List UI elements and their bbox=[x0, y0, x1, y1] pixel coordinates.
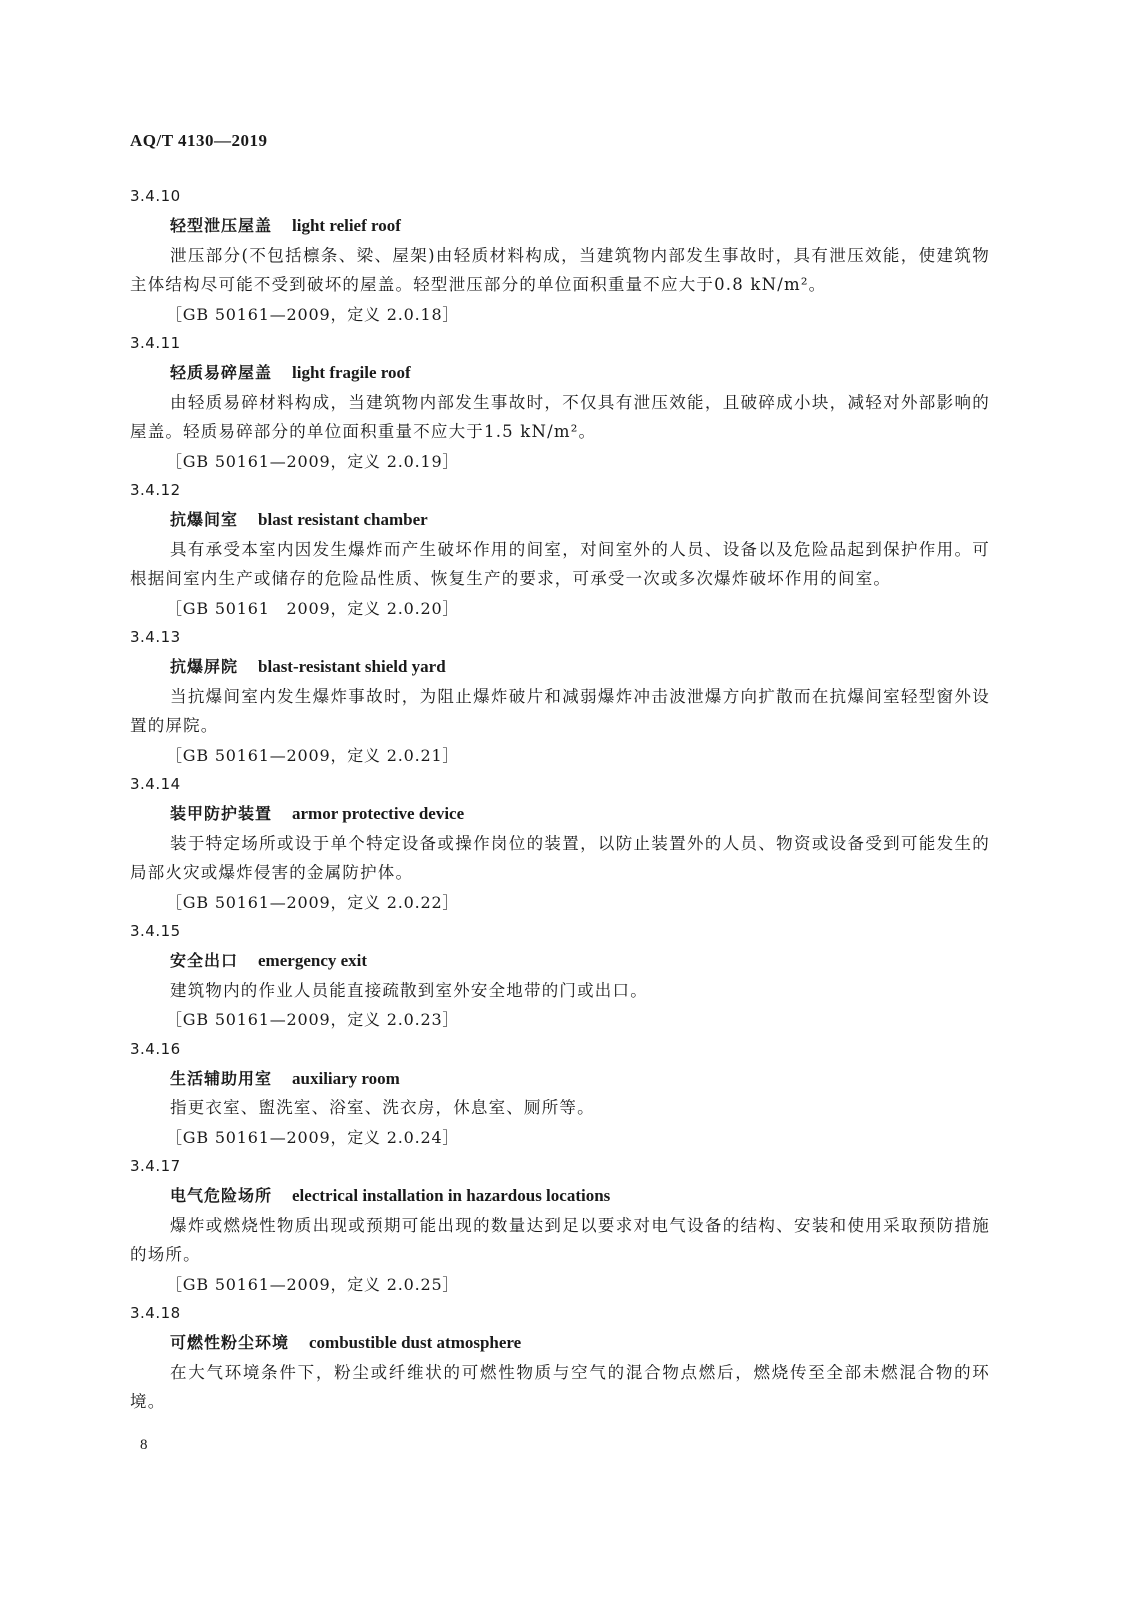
term-chinese: 安全出口 bbox=[170, 951, 239, 971]
term-english: combustible dust atmosphere bbox=[309, 1333, 522, 1353]
clause-number: 3.4.14 bbox=[130, 774, 181, 793]
term-definition: 指更衣室、盥洗室、浴室、洗衣房，休息室、厕所等。 bbox=[170, 1098, 595, 1118]
term-entry-3-4-17 bbox=[0, 1152, 1131, 1299]
term-heading bbox=[0, 946, 1131, 975]
clause-number: 3.4.13 bbox=[130, 627, 181, 646]
term-chinese: 轻质易碎屋盖 bbox=[170, 363, 273, 383]
term-heading bbox=[0, 1064, 1131, 1093]
term-heading bbox=[0, 505, 1131, 534]
term-definition: 泄压部分(不包括檩条、梁、屋架)由轻质材料构成，当建筑物内部发生事故时，具有泄压效能，使建筑物主体结构尽可能不受到破坏的屋盖。轻型泄压部分的单位面积重量不应大于0.8 kN/m²。 bbox=[130, 245, 990, 295]
term-source: ［GB 50161—2009，定义 2.0.25］ bbox=[166, 1274, 460, 1294]
term-entry-3-4-16 bbox=[0, 1035, 1131, 1153]
term-source: ［GB 50161 2009，定义 2.0.20］ bbox=[166, 598, 460, 618]
document-code: AQ/T 4130—2019 bbox=[130, 131, 268, 150]
term-source: ［GB 50161—2009，定义 2.0.19］ bbox=[166, 451, 460, 471]
term-heading bbox=[0, 211, 1131, 240]
term-entry-3-4-11 bbox=[0, 329, 1131, 476]
term-english: armor protective device bbox=[292, 804, 465, 824]
term-heading bbox=[0, 358, 1131, 387]
term-heading bbox=[0, 652, 1131, 681]
term-chinese: 电气危险场所 bbox=[170, 1186, 273, 1206]
clause-number: 3.4.15 bbox=[130, 921, 181, 940]
term-source: ［GB 50161—2009，定义 2.0.21］ bbox=[166, 745, 460, 765]
term-definition: 由轻质易碎材料构成，当建筑物内部发生事故时，不仅具有泄压效能，且破碎成小块，减轻对外部影响的屋盖。轻质易碎部分的单位面积重量不应大于1.5 kN/m²。 bbox=[130, 392, 990, 442]
term-chinese: 抗爆屏院 bbox=[170, 657, 239, 677]
term-chinese: 抗爆间室 bbox=[170, 510, 239, 530]
term-definition: 建筑物内的作业人员能直接疏散到室外安全地带的门或出口。 bbox=[170, 980, 648, 1000]
clause-number: 3.4.16 bbox=[130, 1039, 181, 1058]
term-entry-3-4-10 bbox=[0, 182, 1131, 329]
term-entry-3-4-18 bbox=[0, 1299, 1131, 1417]
term-english: blast-resistant shield yard bbox=[258, 657, 446, 677]
term-english: light relief roof bbox=[292, 216, 401, 236]
term-definition: 在大气环境条件下，粉尘或纤维状的可燃性物质与空气的混合物点燃后，燃烧传至全部未燃混合物的环境。 bbox=[130, 1362, 990, 1412]
term-definition: 具有承受本室内因发生爆炸而产生破坏作用的间室，对间室外的人员、设备以及危险品起到保护作用。可根据间室内生产或储存的危险品性质、恢复生产的要求，可承受一次或多次爆炸破坏作用的间室。 bbox=[130, 539, 990, 589]
term-entry-3-4-15 bbox=[0, 917, 1131, 1035]
term-definition: 爆炸或燃烧性物质出现或预期可能出现的数量达到足以要求对电气设备的结构、安装和使用采取预防措施的场所。 bbox=[130, 1215, 990, 1265]
term-source: ［GB 50161—2009，定义 2.0.18］ bbox=[166, 304, 460, 324]
term-english: electrical installation in hazardous locations bbox=[292, 1186, 611, 1206]
clause-number: 3.4.17 bbox=[130, 1157, 181, 1176]
term-english: blast resistant chamber bbox=[258, 510, 428, 530]
clause-number: 3.4.18 bbox=[130, 1304, 181, 1323]
term-definition: 装于特定场所或设于单个特定设备或操作岗位的装置，以防止装置外的人员、物资或设备受到可能发生的局部火灾或爆炸侵害的金属防护体。 bbox=[130, 833, 990, 883]
term-english: light fragile roof bbox=[292, 363, 411, 383]
term-chinese: 装甲防护装置 bbox=[170, 804, 273, 824]
term-chinese: 生活辅助用室 bbox=[170, 1068, 273, 1088]
clause-number: 3.4.12 bbox=[130, 480, 181, 499]
term-english: auxiliary room bbox=[292, 1068, 400, 1088]
term-entry-3-4-14 bbox=[0, 770, 1131, 917]
term-heading bbox=[0, 1328, 1131, 1357]
term-chinese: 可燃性粉尘环境 bbox=[170, 1333, 290, 1353]
term-entry-3-4-12 bbox=[0, 476, 1131, 623]
term-entry-3-4-13 bbox=[0, 623, 1131, 770]
term-definition: 当抗爆间室内发生爆炸事故时，为阻止爆炸破片和减弱爆炸冲击波泄爆方向扩散而在抗爆间室轻型窗外设置的屏院。 bbox=[130, 686, 990, 736]
term-entries bbox=[0, 182, 1131, 1417]
clause-number: 3.4.10 bbox=[130, 187, 181, 205]
term-source: ［GB 50161—2009，定义 2.0.22］ bbox=[166, 892, 460, 912]
term-chinese: 轻型泄压屋盖 bbox=[170, 216, 273, 236]
page-number: 8 bbox=[140, 1437, 148, 1453]
term-english: emergency exit bbox=[258, 951, 368, 971]
term-heading bbox=[0, 1181, 1131, 1210]
term-heading bbox=[0, 799, 1131, 828]
term-source: ［GB 50161—2009，定义 2.0.24］ bbox=[166, 1127, 460, 1147]
term-source: ［GB 50161—2009，定义 2.0.23］ bbox=[166, 1010, 460, 1030]
clause-number: 3.4.11 bbox=[130, 333, 181, 352]
